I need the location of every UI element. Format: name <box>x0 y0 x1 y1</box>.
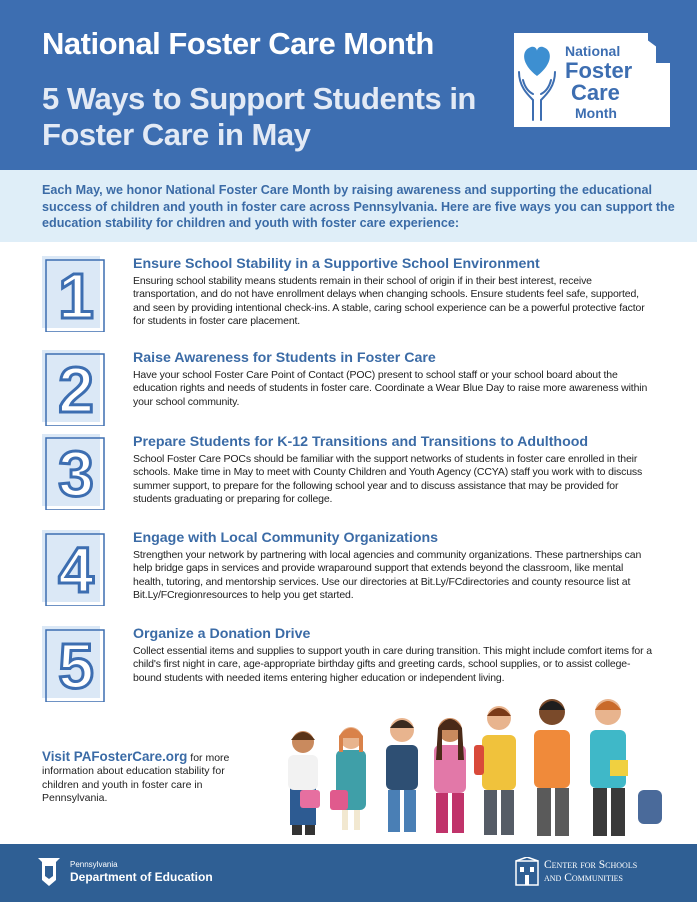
way-title-4: Engage with Local Community Organizations <box>133 530 439 546</box>
logo-care: Care <box>571 80 620 105</box>
students-illustration <box>278 690 688 845</box>
student-figure-1 <box>288 731 320 835</box>
way-title-3: Prepare Students for K-12 Transitions and Transitions to Adulthood <box>133 434 589 450</box>
number-badge-1 <box>40 256 120 332</box>
student-figure-4 <box>434 718 466 833</box>
way-body-1: Ensuring school stability means students remain in their school of origin if in their best interest, receive transportation, and do not have enrollment delays when changing schools. Ensure students feel safe, supported, and seen by providing intentional check-ins. A stable, caring school experience can be a powerful protective factor for students in foster care placement. <box>133 275 645 328</box>
student-figure-7 <box>590 699 662 836</box>
number-badge-4 <box>40 530 120 606</box>
building-icon <box>514 857 540 887</box>
way-body-5: Collect essential items and supplies to support youth in care during transition. This might include comfort items for a child's first night in care, age-appropriate birthday gifts and greeting cards, school supplies, or to assist college-bound students with needed items entering higher education or independent living. <box>133 645 652 684</box>
footer-bar <box>0 844 697 902</box>
intro-text: Each May, we honor National Foster Care Month by raising awareness and supporting the educational success of children and youth in foster care across Pennsylvania. Here are five ways you can support the education stability for children and youth with foster care experience: <box>42 183 675 230</box>
intro-band <box>0 170 697 242</box>
pde-state-label: Pennsylvania <box>70 860 118 869</box>
student-figure-6 <box>534 699 570 836</box>
svg-text:5: 5 <box>58 630 94 702</box>
way-body-4: Strengthen your network by partnering with local agencies and community organizations. These partnerships can help bridge gaps in services and provide wraparound support that extends beyond the classroom, like mental health, tutoring, and mentorship services. Use our directories at Bit.Ly/FCdirectories and county resource list at Bit.Ly/FCregionresources to help you get started. <box>133 549 642 602</box>
way-body-3: School Foster Care POCs should be familiar with the support networks of students in foster care enrolled in their schools. Make time in May to meet with County Children and Youth Agency (CCYA) staff you work with to discuss summer support, to prepare for the following school year and to discuss assistance that may be provided for students graduating or preparing for college. <box>133 453 643 506</box>
svg-text:4: 4 <box>58 534 94 606</box>
csc-line-1: Center for Schools <box>544 859 638 871</box>
student-figure-5 <box>474 706 516 835</box>
foster-care-month-logo <box>507 28 677 132</box>
csc-line-2: and Communities <box>544 872 623 884</box>
visit-note <box>42 750 252 806</box>
svg-text:1: 1 <box>58 260 94 332</box>
keystone-icon <box>36 856 62 888</box>
student-figure-2 <box>330 727 366 830</box>
way-title-5: Organize a Donation Drive <box>133 626 311 642</box>
logo-national: National <box>565 43 621 59</box>
page-title: National Foster Care Month <box>42 26 434 61</box>
visit-text: for more information about education stability for children and youth in foster care in Pennsylvania. <box>42 752 230 805</box>
number-badge-3 <box>40 434 120 510</box>
student-figure-3 <box>386 718 418 832</box>
svg-text:2: 2 <box>58 354 94 426</box>
svg-text:3: 3 <box>58 438 94 510</box>
visit-link[interactable]: Visit PAFosterCare.org <box>42 749 188 764</box>
number-badge-2 <box>40 350 120 426</box>
way-title-2: Raise Awareness for Students in Foster Care <box>133 350 436 366</box>
header-banner <box>0 0 697 170</box>
way-title-1: Ensure School Stability in a Supportive School Environment <box>133 256 540 272</box>
csc-label <box>544 859 637 885</box>
logo-month: Month <box>575 105 617 121</box>
number-badge-5 <box>40 626 120 702</box>
pde-department-label: Department of Education <box>70 870 213 884</box>
logo-foster: Foster <box>565 58 633 83</box>
way-body-2: Have your school Foster Care Point of Contact (POC) present to school staff or your school board about the education rights and needs of students in foster care. Coordinate a Wear Blue Day to raise more awareness within your school community. <box>133 369 648 408</box>
page-subtitle: 5 Ways to Support Students in Foster Care in May <box>42 81 476 152</box>
